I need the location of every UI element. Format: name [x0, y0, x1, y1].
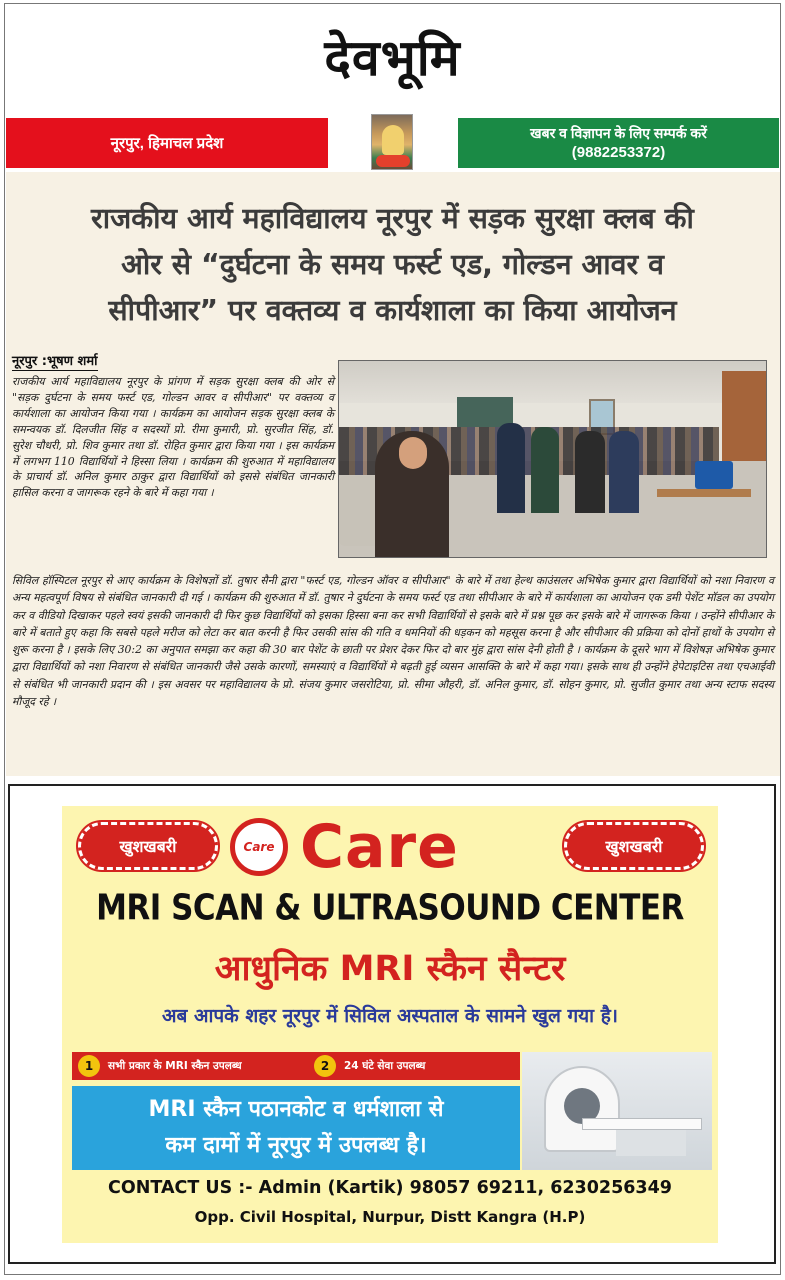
headline-line: राजकीय आर्य महाविद्यालय नूरपुर में सड़क सुरक्षा क्लब की — [91, 202, 694, 235]
ad-tagline: अब आपके शहर नूरपुर में सिविल अस्पताल के सामने खुल गया है। — [161, 1005, 619, 1027]
feature-number: 1 — [78, 1055, 100, 1077]
location-band — [6, 118, 328, 168]
ad-contact: CONTACT US :- Admin (Kartik) 98057 69211, 6230256349 — [108, 1178, 672, 1198]
article-headline — [10, 196, 775, 334]
good-news-badge-left: खुशखबरी — [78, 822, 218, 870]
headline-line: ओर से “दुर्घटना के समय फर्स्ट एड, गोल्डन आवर व — [121, 248, 664, 281]
feature-text: 24 घंटे सेवा उपलब्ध — [344, 1060, 426, 1072]
feature-number: 2 — [314, 1055, 336, 1077]
good-news-badge-right: खुशखबरी — [564, 822, 704, 870]
feature-item — [78, 1055, 242, 1077]
headline-line: सीपीआर” पर वक्तव्य व कार्यशाला का किया आयोजन — [108, 294, 677, 327]
article-paragraph-1: राजकीय आर्य महाविद्यालय नूरपुर के प्रांगण में सड़क सुरक्षा क्लब की ओर से "सड़क दुर्घटना के समय फर्स्ट एड, गोल्डन आवर व सीपीआर" पर वक्तव्य व कार्यशाला का आयोजन किया गया । कार्यक्रम का आयोजन सड़क सुरक्षा क्लब के समन्वयक डॉ. दिलजीत सिंह व सदस्यों प्रो. रीमा कुमारी, प्रो. सुरजीत सिंह, डॉ. सुरेश चौधरी, प्रो. शिव कुमार तथा डॉ. रोहित कुमार द्वारा किया गया । इस कार्यक्रम में लगभग 110 विद्यार्थियों ने हिस्सा लिया । कार्यक्रम की शुरुआत में महाविद्यालय के प्राचार्य डॉ. अनिल कुमार ठाकुर द्वारा विद्यार्थियों को इससे संबंधित जानकारी हासिल करना व जागरूक रहने के बारे में कहा गया । — [12, 375, 334, 500]
ad-title: MRI SCAN & ULTRASOUND CENTER — [96, 887, 684, 929]
care-brand: Care — [300, 812, 459, 882]
ad-address: Opp. Civil Hospital, Nurpur, Distt Kangra (H.P) — [194, 1208, 586, 1226]
article-paragraph-2: सिविल हॉस्पिटल नूरपुर से आए कार्यक्रम के विशेषज्ञों डॉ. तुषार सैनी द्वारा "फर्स्ट एड, गोल्डन ऑवर व सीपीआर" के बारे में तथा हेल्थ काउंसलर अभिषेक कुमार द्वारा विद्यार्थियों को नशा निवारण व अन्य महत्वपूर्ण विषय से संबंधित जानकारी दी गई । कार्यक्रम की शुरुआत में डॉ. तुषार ने दुर्घटना के समय फर्स्ट एड तथा सीपीआर के बारे में कार्यशाला का आयोजन एक डमी पेशेंट मॉडल का उपयोग कर व वीडियो दिखाकर पहले स्वयं इसकी जानकारी दी फिर कुछ विद्यार्थियों को इसका हिस्सा बना कर सभी विद्यार्थियों से इसके बारे में प्रश्न पूछ कर इसके बारे में जागरूक किया । उन्होंने सीपीआर के बारे में बताते हुए कहा कि सबसे पहले मरीज को लेटा कर बात करनी है फिर उसकी सांस की गति व धमनियों की धड़कन को महसूस करना है और सीपीआर की प्रक्रिया को दोनों हाथों के उपयोग से शुरू करना है । इसके लिए 30:2 का अनुपात समझा कर कहा की 30 बार पेशेंट के छाती पर प्रेशर देकर फिर दो बार मुंह द्वारा सांस देनी होती है । कार्यक्रम के दूसरे भाग में विशेषज्ञ अभिषेक कुमार द्वारा विद्यार्थियों को नशा निवारण से संबंधित जानकारी जैसे उसके कारणों, समस्याएं व विद्यार्थियों मे बढ़ती हुई व्यसन आसक्ति के बारे में कहा गया। इसके साथ ही उन्होंने हेपेटाइटिस तथा एचआईवी से संबंधित भी जानकारी प्रदान की । इस अवसर पर महाविद्यालय के प्रो. संजय कुमार जसरोटिया, प्रो. सीमा औहरी, डॉ. अनिल कुमार, डॉ. सोहन कुमार, प्रो. सुजीत कुमार तथा अन्य स्टाफ सदस्य मौजूद रहे । — [12, 574, 775, 709]
masthead-title: देवभूमि — [324, 29, 461, 87]
availability-line: कम दामों में नूरपुर में उपलब्ध है। — [165, 1133, 427, 1158]
contact-band-label: खबर व विज्ञापन के लिए सम्पर्क करें — [530, 125, 707, 141]
article-byline: नूरपुर :भूषण शर्मा — [12, 351, 98, 371]
classroom-photo — [338, 360, 767, 558]
availability-box — [72, 1086, 520, 1170]
care-advertisement — [62, 806, 718, 1243]
deity-photo — [371, 114, 413, 170]
contact-band — [458, 118, 779, 168]
feature-item — [314, 1055, 425, 1077]
care-logo-text: Care — [243, 840, 275, 854]
care-logo-icon — [230, 818, 288, 876]
location-text: नूरपुर, हिमाचल प्रदेश — [110, 135, 224, 152]
feature-text: सभी प्रकार के MRI स्कैन उपलब्ध — [108, 1060, 242, 1072]
ad-hindi-title: आधुनिक MRI स्कैन सैन्टर — [214, 949, 566, 989]
contact-band-phone: (9882253372) — [571, 144, 666, 161]
mri-machine-image — [522, 1052, 712, 1170]
availability-line: MRI स्कैन पठानकोट व धर्मशाला से — [148, 1097, 444, 1122]
